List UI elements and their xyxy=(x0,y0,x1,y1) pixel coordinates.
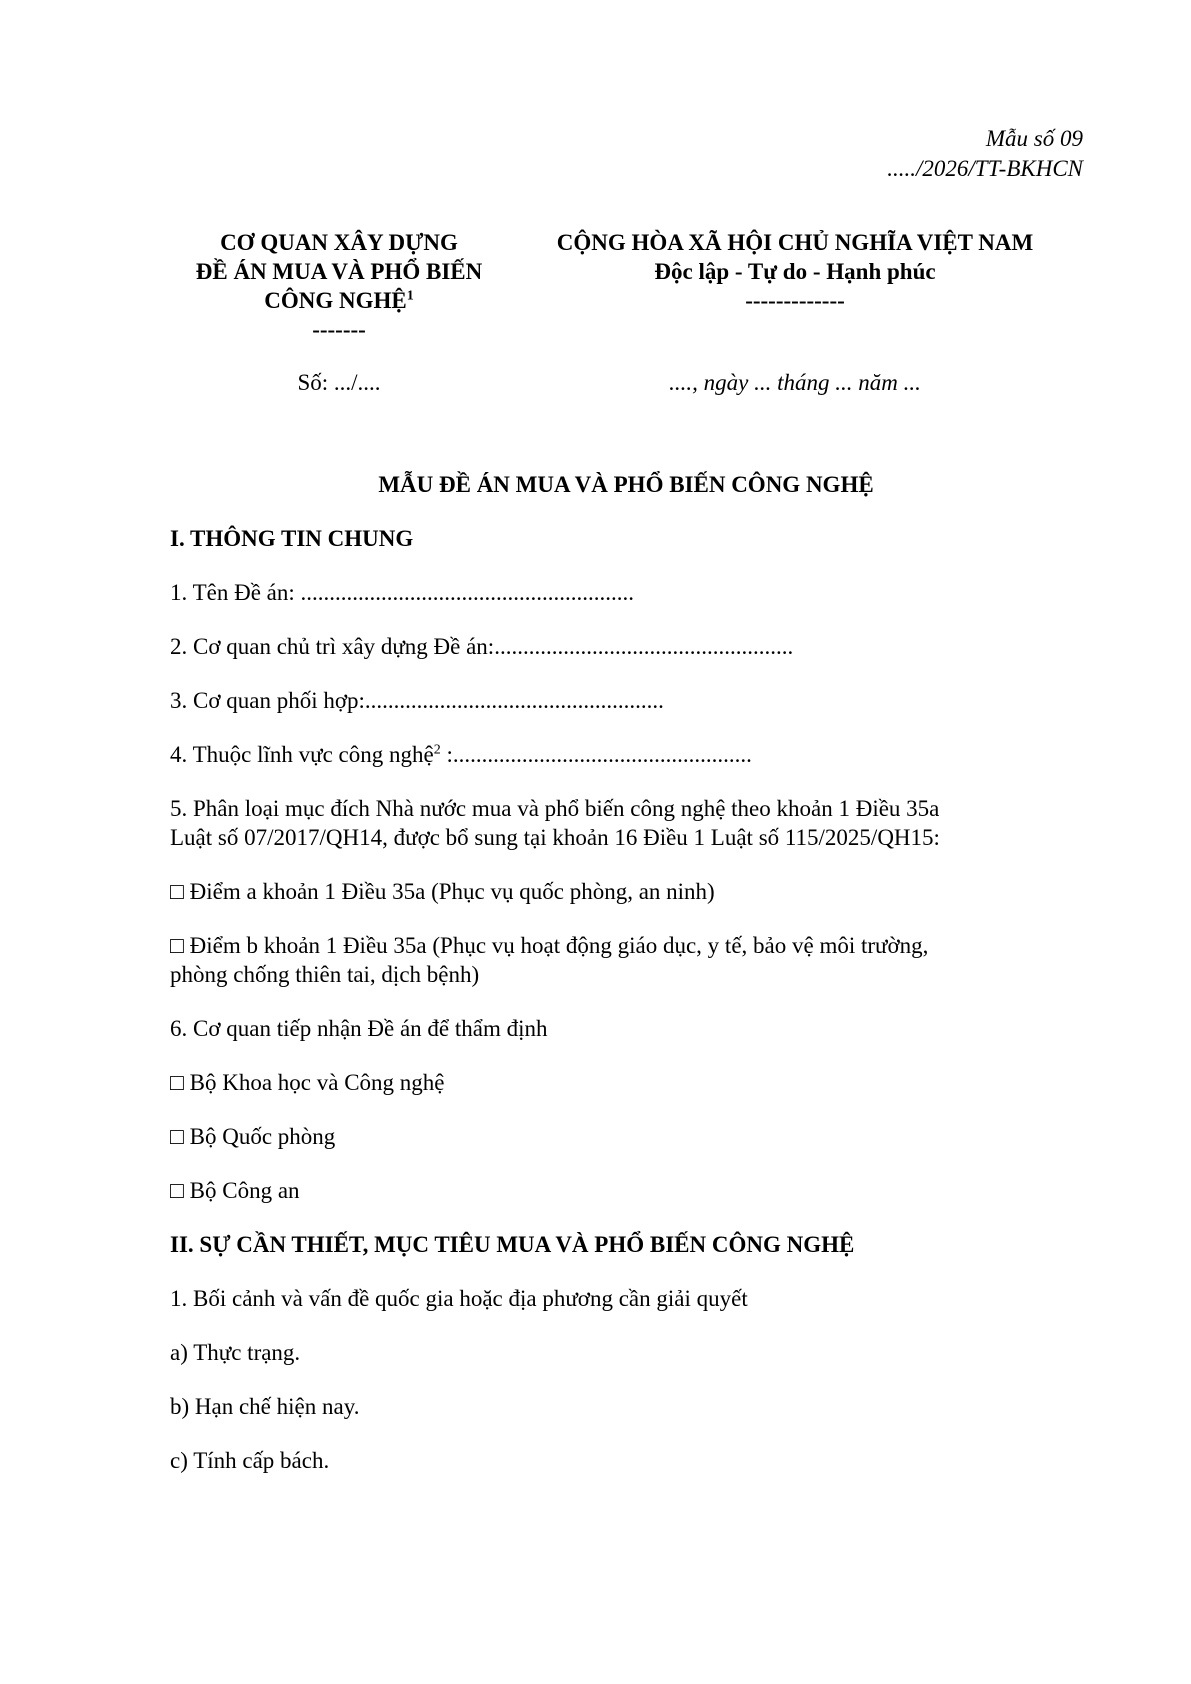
option-ministry-public-security[interactable]: □ Bộ Công an xyxy=(170,1178,300,1203)
context-item: 1. Bối cảnh và vấn đề quốc gia hoặc địa phương cần giải quyết xyxy=(170,1286,748,1311)
sub-item-limitations: b) Hạn chế hiện nay. xyxy=(170,1394,360,1419)
form-reference xyxy=(887,124,1083,184)
section-2-heading: II. SỰ CẦN THIẾT, MỤC TIÊU MUA VÀ PHỔ BIẾN CÔNG NGHỆ xyxy=(170,1232,855,1257)
nation-name: CỘNG HÒA XÃ HỘI CHỦ NGHĨA VIỆT NAM xyxy=(556,230,1034,255)
receiving-agency-label: 6. Cơ quan tiếp nhận Đề án để thẩm định xyxy=(170,1016,548,1041)
document-title: MẪU ĐỀ ÁN MUA VÀ PHỔ BIẾN CÔNG NGHỆ xyxy=(378,472,874,497)
agency-line-2: ĐỀ ÁN MUA VÀ PHỔ BIẾN xyxy=(195,259,483,284)
footnote-marker-2: 2 xyxy=(433,742,441,758)
option-public-services-line-1[interactable]: □ Điểm b khoản 1 Điều 35a (Phục vụ hoạt động giáo dục, y tế, bảo vệ môi trường, xyxy=(170,933,929,958)
issuing-agency xyxy=(170,228,508,344)
option-ministry-science-technology[interactable]: □ Bộ Khoa học và Công nghệ xyxy=(170,1070,445,1095)
option-ministry-defense[interactable]: □ Bộ Quốc phòng xyxy=(170,1124,336,1149)
purpose-classification-line-2: Luật số 07/2017/QH14, được bổ sung tại khoản 16 Điều 1 Luật số 115/2025/QH15: xyxy=(170,825,940,850)
technology-field-blank: :.................................................... xyxy=(440,742,752,767)
purpose-classification-line-1: 5. Phân loại mục đích Nhà nước mua và phổ biến công nghệ theo khoản 1 Điều 35a xyxy=(170,796,940,821)
circular-number: ...../2026/TT-BKHCN xyxy=(887,156,1083,181)
agency-line-3-text: CÔNG NGHỆ xyxy=(264,288,407,313)
coordinating-agency-field: 3. Cơ quan phối hợp:.................................................... xyxy=(170,688,664,713)
document-number: Số: .../.... xyxy=(297,370,381,395)
sub-item-current-status: a) Thực trạng. xyxy=(170,1340,301,1365)
option-defense-security[interactable]: □ Điểm a khoản 1 Điều 35a (Phục vụ quốc phòng, an ninh) xyxy=(170,879,715,904)
sub-item-urgency: c) Tính cấp bách. xyxy=(170,1448,330,1473)
agency-line-3 xyxy=(170,286,508,315)
technology-field-label: 4. Thuộc lĩnh vực công nghệ xyxy=(170,742,434,767)
project-name-field: 1. Tên Đề án: .......................................................... xyxy=(170,580,635,605)
lead-agency-field: 2. Cơ quan chủ trì xây dựng Đề án:.................................................... xyxy=(170,634,794,659)
national-heading xyxy=(508,228,1082,315)
section-1-heading: I. THÔNG TIN CHUNG xyxy=(170,526,414,551)
form-number: Mẫu số 09 xyxy=(985,126,1083,151)
option-public-services-line-2: phòng chống thiên tai, dịch bệnh) xyxy=(170,962,480,987)
nation-rule: ------------- xyxy=(745,288,845,313)
date-line: ...., ngày ... tháng ... năm ... xyxy=(669,370,921,395)
agency-line-1: CƠ QUAN XÂY DỰNG xyxy=(220,230,458,255)
national-motto: Độc lập - Tự do - Hạnh phúc xyxy=(654,259,936,284)
technology-field xyxy=(170,740,1090,770)
footnote-marker-1: 1 xyxy=(406,288,414,304)
agency-rule: ------- xyxy=(312,317,366,342)
